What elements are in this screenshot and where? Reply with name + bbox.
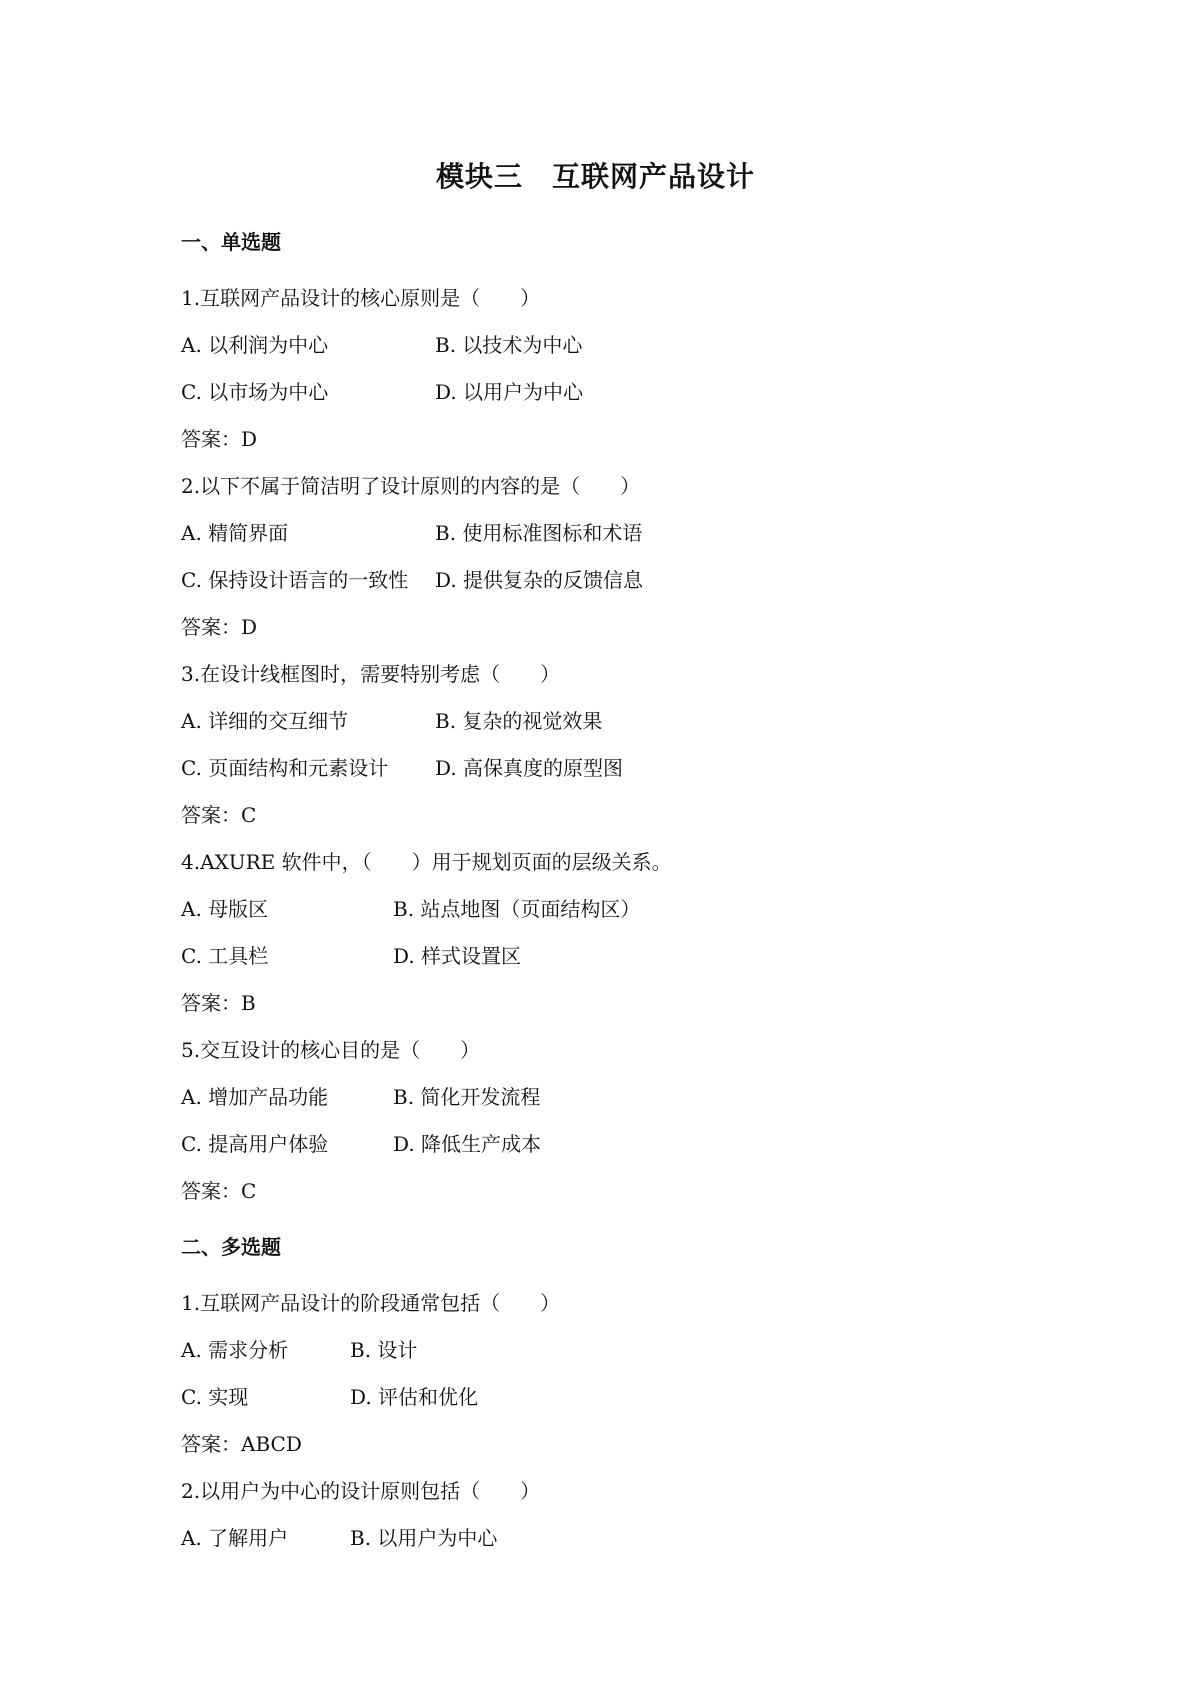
option-c: C. 工具栏: [181, 944, 269, 968]
question-stem: 1.互联网产品设计的阶段通常包括（ ）: [181, 1291, 561, 1315]
option-d: D. 以用户为中心: [435, 380, 584, 404]
option-b: B. 以用户为中心: [350, 1526, 498, 1550]
option-b: B. 设计: [350, 1338, 418, 1362]
option-c: C. 页面结构和元素设计: [181, 756, 389, 780]
option-a: A. 精简界面: [181, 521, 289, 545]
option-a: A. 母版区: [181, 897, 269, 921]
question-stem: 2.以用户为中心的设计原则包括（ ）: [181, 1479, 541, 1503]
answer: 答案：D: [181, 615, 258, 639]
option-d: D. 样式设置区: [393, 944, 522, 968]
section-heading-multiple-choice: 二、多选题: [181, 1235, 281, 1259]
answer: 答案：C: [181, 1179, 257, 1203]
option-a: A. 需求分析: [181, 1338, 289, 1362]
option-c: C. 保持设计语言的一致性: [181, 568, 409, 592]
question-stem: 1.互联网产品设计的核心原则是（ ）: [181, 286, 541, 310]
answer: 答案：B: [181, 991, 256, 1015]
option-a: A. 以利润为中心: [181, 333, 329, 357]
option-d: D. 提供复杂的反馈信息: [435, 568, 644, 592]
option-b: B. 以技术为中心: [435, 333, 583, 357]
option-d: D. 高保真度的原型图: [435, 756, 624, 780]
option-d: D. 降低生产成本: [393, 1132, 542, 1156]
question-stem: 5.交互设计的核心目的是（ ）: [181, 1038, 481, 1062]
answer: 答案：ABCD: [181, 1432, 302, 1456]
option-b: B. 使用标准图标和术语: [435, 521, 643, 545]
option-a: A. 详细的交互细节: [181, 709, 349, 733]
option-a: A. 了解用户: [181, 1526, 289, 1550]
option-d: D. 评估和优化: [350, 1385, 479, 1409]
question-stem: 2.以下不属于简洁明了设计原则的内容的是（ ）: [181, 474, 641, 498]
option-c: C. 提高用户体验: [181, 1132, 329, 1156]
option-b: B. 站点地图（页面结构区）: [393, 897, 641, 921]
option-b: B. 简化开发流程: [393, 1085, 541, 1109]
option-a: A. 增加产品功能: [181, 1085, 329, 1109]
option-c: C. 实现: [181, 1385, 249, 1409]
question-stem: 4.AXURE 软件中，（ ）用于规划页面的层级关系。: [181, 850, 672, 874]
answer: 答案：C: [181, 803, 257, 827]
option-c: C. 以市场为中心: [181, 380, 329, 404]
section-heading-single-choice: 一、单选题: [181, 230, 281, 254]
page-title: 模块三 互联网产品设计: [435, 160, 755, 193]
answer: 答案：D: [181, 427, 258, 451]
option-b: B. 复杂的视觉效果: [435, 709, 603, 733]
question-stem: 3.在设计线框图时，需要特别考虑（ ）: [181, 662, 561, 686]
